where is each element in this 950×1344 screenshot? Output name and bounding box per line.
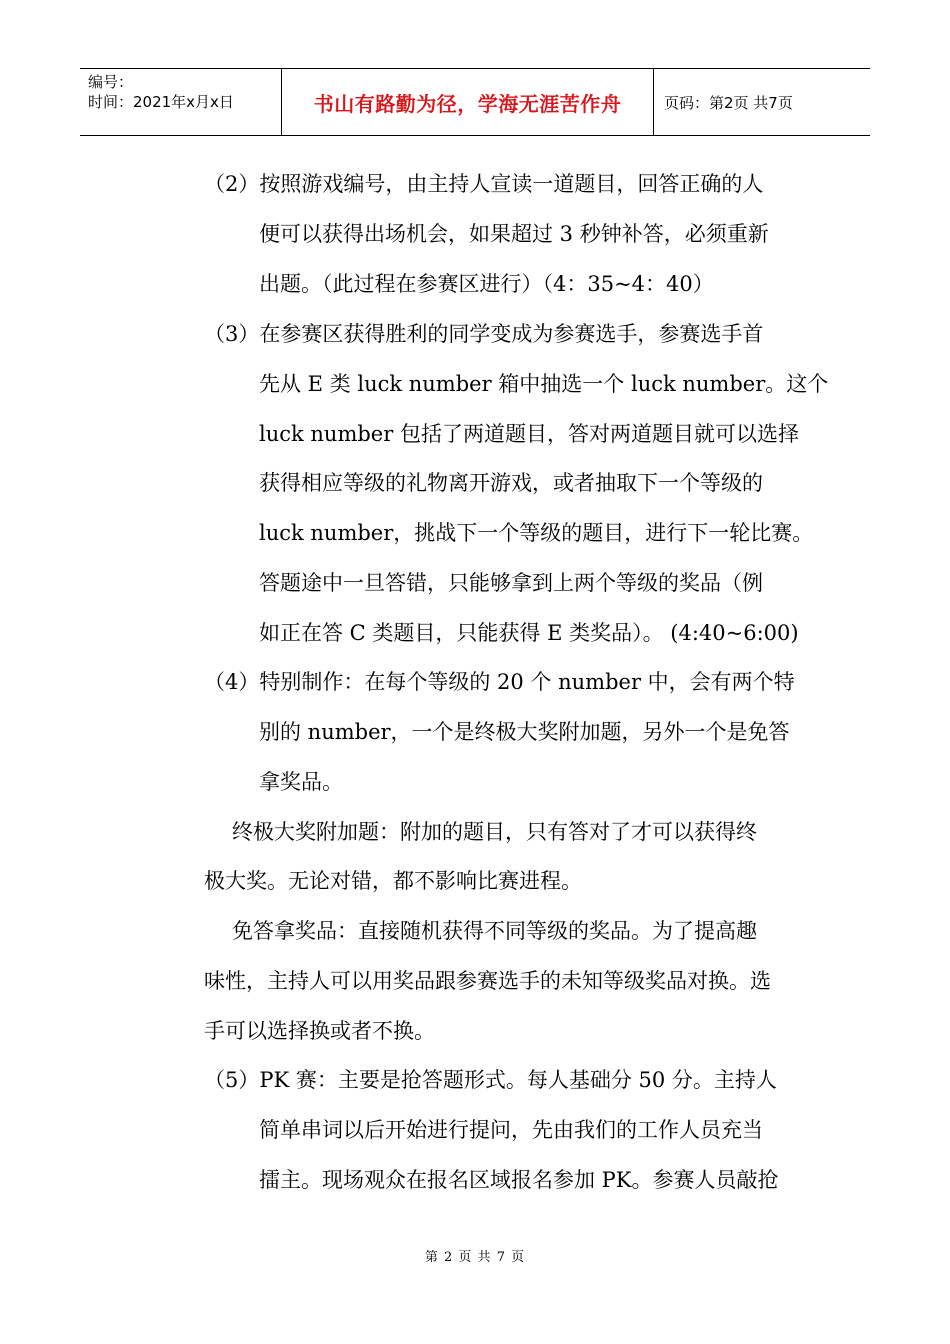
body-line: 味性，主持人可以用奖品跟参赛选手的未知等级奖品对换。选 xyxy=(204,969,771,993)
header-number-label: 编号： xyxy=(88,73,134,91)
body-line: 拿奖品。 xyxy=(259,770,343,794)
body-line: （2）按照游戏编号，由主持人宣读一道题目，回答正确的人 xyxy=(204,172,764,196)
page-footer: 第 2 页 共 7 页 xyxy=(424,1250,526,1265)
body-line: 擂主。现场观众在报名区域报名参加 PK。参赛人员敲抢 xyxy=(259,1168,779,1192)
header-time-label: 时间：2021年x月x日 xyxy=(88,93,234,111)
body-line: 出题。（此过程在参赛区进行）（4：35~4：40） xyxy=(259,272,714,296)
body-line: 获得相应等级的礼物离开游戏，或者抽取下一个等级的 xyxy=(259,471,763,495)
document-header xyxy=(80,68,870,136)
body-line: 答题途中一旦答错，只能够拿到上两个等级的奖品（例 xyxy=(259,571,763,595)
header-meta xyxy=(80,69,282,135)
body-line: 便可以获得出场机会，如果超过 3 秒钟补答，必须重新 xyxy=(259,222,769,246)
body-line: 手可以选择换或者不换。 xyxy=(204,1019,435,1043)
body-line: （5）PK 赛：主要是抢答题形式。每人基础分 50 分。主持人 xyxy=(204,1068,777,1092)
header-motto: 书山有路勤为径，学海无涯苦作舟 xyxy=(282,69,654,135)
body-line: luck number 包括了两道题目，答对两道题目就可以选择 xyxy=(259,422,799,446)
body-line: （4）特别制作：在每个等级的 20 个 number 中，会有两个特 xyxy=(204,670,795,694)
header-page-info: 页码：第2页 共7页 xyxy=(664,93,793,112)
body-line: 别的 number，一个是终极大奖附加题，另外一个是免答 xyxy=(259,720,790,744)
body-line: 简单串词以后开始进行提问，先由我们的工作人员充当 xyxy=(259,1118,763,1142)
body-line: 先从 E 类 luck number 箱中抽选一个 luck number。这个 xyxy=(259,372,829,396)
body-line: 免答拿奖品：直接随机获得不同等级的奖品。为了提高趣 xyxy=(232,919,757,943)
body-line: （3）在参赛区获得胜利的同学变成为参赛选手，参赛选手首 xyxy=(204,322,764,346)
body-line: 终极大奖附加题：附加的题目，只有答对了才可以获得终 xyxy=(232,820,757,844)
body-line: 极大奖。无论对错，都不影响比赛进程。 xyxy=(204,869,582,893)
body-line: 如正在答 C 类题目，只能获得 E 类奖品）。 (4:40~6:00) xyxy=(259,621,799,645)
body-line: luck number，挑战下一个等级的题目，进行下一轮比赛。 xyxy=(259,521,814,545)
